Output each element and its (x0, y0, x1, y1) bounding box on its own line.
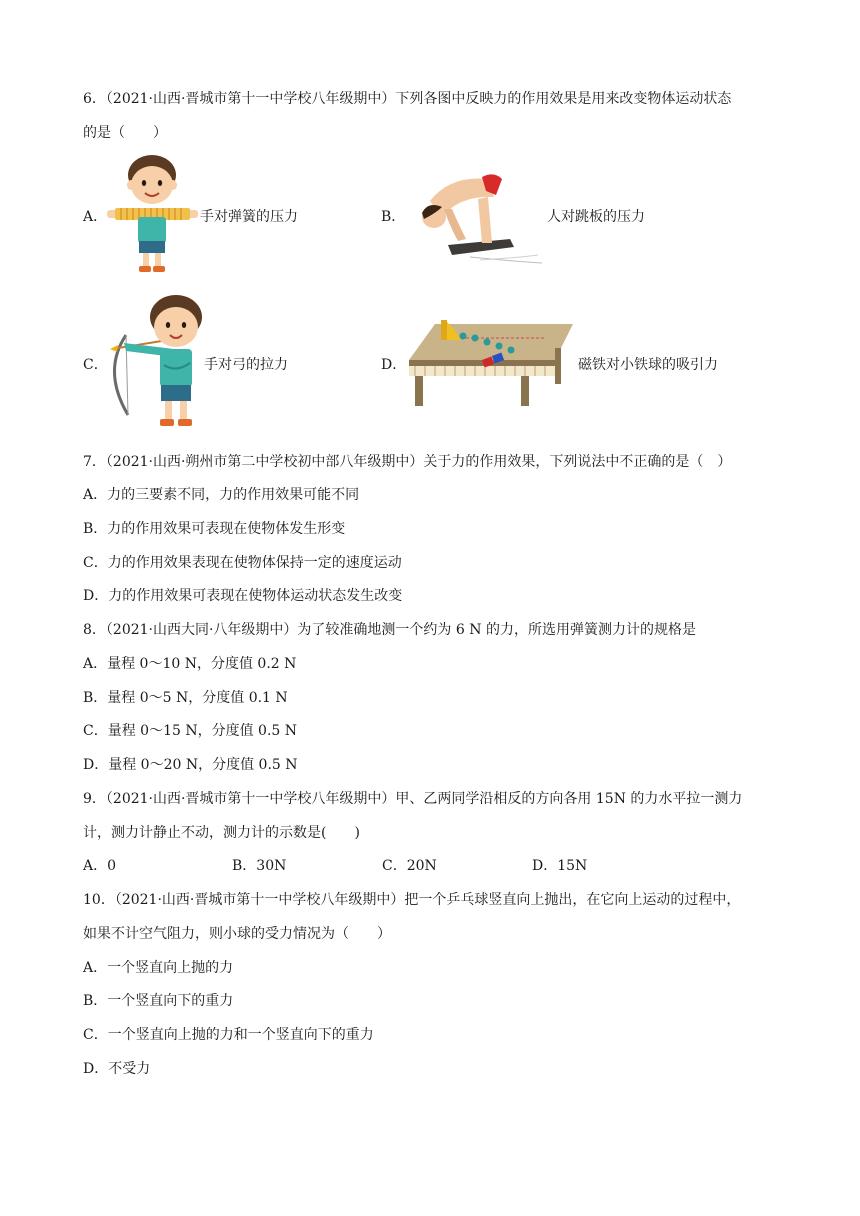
q6-option-d-caption: 磁铁对小铁球的吸引力 (578, 357, 718, 373)
q9-option-b: B．30N (232, 858, 287, 874)
q6-stem-line2: 的是（ ） (83, 125, 167, 141)
q6-option-a-caption: 手对弹簧的压力 (200, 209, 298, 225)
q9-stem-line2: 计，测力计静止不动，测力计的示数是( ) (83, 825, 360, 841)
q8-option-b: B．量程 0～5 N，分度值 0.1 N (83, 690, 288, 706)
q8-option-d: D．量程 0～20 N，分度值 0.5 N (83, 757, 298, 773)
q7-option-b: B．力的作用效果可表现在使物体发生形变 (83, 521, 346, 537)
q10-option-d: D．不受力 (83, 1061, 151, 1077)
q10-option-b: B．一个竖直向下的重力 (83, 993, 234, 1009)
q7-option-d: D．力的作用效果可表现在使物体运动状态发生改变 (83, 588, 403, 604)
q9-option-c: C．20N (382, 858, 437, 874)
q6-option-a-letter: A． (83, 209, 108, 225)
q10-stem-line1: 10．（2021·山西·晋城市第十一中学校八年级期中）把一个乒乓球竖直向上抛出，在它向上运动的过程中， (83, 892, 741, 908)
q8-option-c: C．量程 0～15 N，分度值 0.5 N (83, 723, 297, 739)
q9-stem-line1: 9．（2021·山西·晋城市第十一中学校八年级期中）甲、乙两同学沿相反的方向各用 15N 的力水平拉一测力 (83, 791, 743, 807)
q6-option-c-letter: C． (83, 357, 108, 373)
q6-option-d-letter: D． (381, 357, 407, 373)
q6-option-b-caption: 人对跳板的压力 (547, 209, 645, 225)
q7-stem: 7．（2021·山西·朔州市第二中学校初中部八年级期中）关于力的作用效果，下列说法中不正确的是（ ） (83, 454, 732, 470)
q9-option-a: A．0 (83, 858, 117, 874)
q10-option-a: A．一个竖直向上抛的力 (83, 960, 234, 976)
boy-drawing-bow-figure (104, 291, 214, 437)
q6-stem-line1: 6．（2021·山西·晋城市第十一中学校八年级期中）下列各图中反映力的作用效果是用来改变物体运动状态 (83, 91, 732, 107)
q8-stem: 8．（2021·山西大同·八年级期中）为了较准确地测一个约为 6 N 的力，所选用弹簧测力计的规格是 (83, 622, 696, 638)
q10-option-c: C．一个竖直向上抛的力和一个竖直向下的重力 (83, 1027, 374, 1043)
man-on-diving-board-figure (410, 165, 550, 265)
q10-stem-line2: 如果不计空气阻力，则小球的受力情况为（ ） (83, 926, 391, 942)
boy-pressing-spring-figure (105, 153, 200, 275)
q6-option-c-caption: 手对弓的拉力 (204, 357, 288, 373)
q9-option-d: D．15N (532, 858, 588, 874)
q7-option-a: A．力的三要素不同，力的作用效果可能不同 (83, 487, 360, 503)
q8-option-a: A．量程 0～10 N，分度值 0.2 N (83, 656, 297, 672)
magnet-and-ball-table-figure (405, 318, 575, 408)
q6-option-b-letter: B． (381, 209, 406, 225)
q7-option-c: C．力的作用效果表现在使物体保持一定的速度运动 (83, 555, 402, 571)
